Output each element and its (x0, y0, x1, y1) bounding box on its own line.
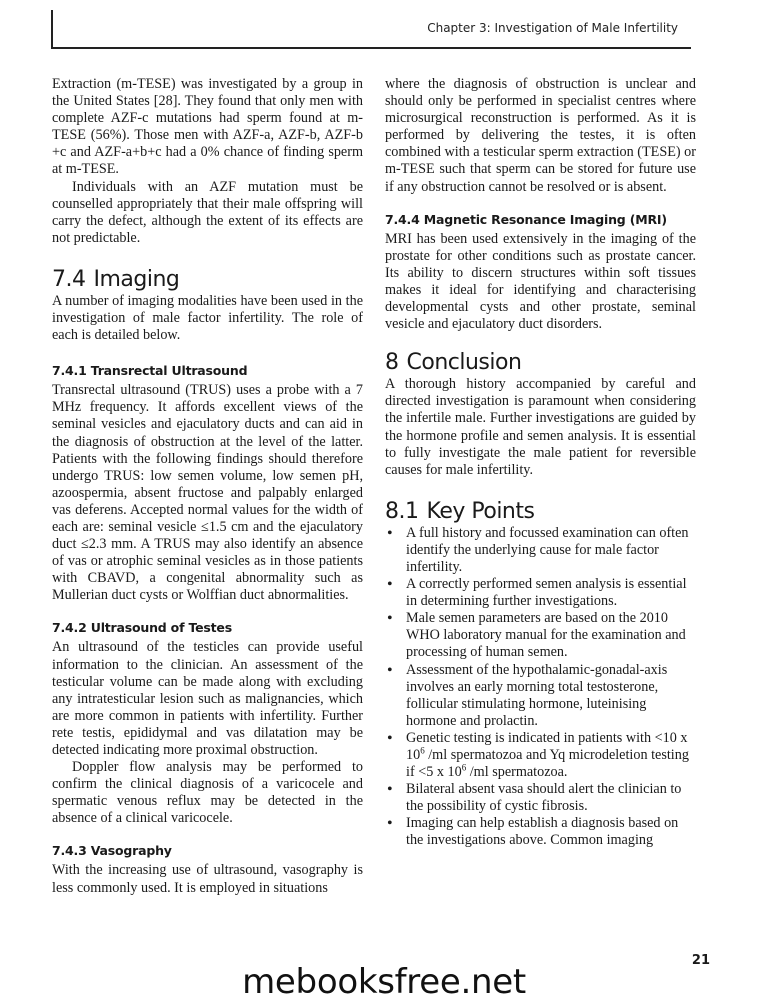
header-rule-vertical (51, 10, 53, 48)
paragraph-conclusion: A thorough history accompanied by careful and directed investigation is paramount when considering the infertile male. Further investigations are guided by the hormone profile and semen analysis. It is essential to fully investigate the male patient for reversible causes for male infertility. (385, 376, 696, 478)
header-rule-horizontal (51, 47, 691, 49)
paragraph-doppler: Doppler flow analysis may be performed to confirm the clinical diagnosis of a varicocele and spermatic venous reflux may be detected in the absence of a clinical varicocele. (52, 759, 363, 827)
list-item: • Imaging can help establish a diagnosis based on the investigations above. Common imaging (385, 815, 696, 849)
list-item (385, 730, 696, 781)
key-points-list (385, 525, 696, 850)
section-heading-conclusion (385, 350, 696, 376)
section-title: Imaging (93, 266, 180, 292)
superscript: 6 (461, 762, 467, 773)
genetic-text-c: /ml spermatozoa. (466, 764, 568, 781)
section-title: Key Points (426, 498, 535, 524)
watermark: mebooksfree.net (242, 962, 526, 1002)
section-number: 8 (385, 350, 399, 376)
section-title: Conclusion (406, 350, 522, 376)
paragraph-vasography: With the increasing use of ultrasound, vasography is less commonly used. It is employed in situations (52, 862, 363, 896)
list-item: • A full history and focussed examination can often identify the underlying cause for male factor infertility. (385, 525, 696, 576)
subheading-vasography: 7.4.3 Vasography (52, 843, 172, 859)
paragraph-mri: MRI has been used extensively in the imaging of the prostate for other conditions such as prostate cancer. Its ability to discern structures within soft tissues makes it ideal for identifying and characterising developmental cysts and other prostate, seminal vesicle and ejaculatory duct disorders. (385, 230, 696, 333)
paragraph-vasography-continued: where the diagnosis of obstruction is unclear and should only be performed in specialist centres where microsurgical reconstruction is performed. As it is performed by delivering the testes, it is often combined with a testicular sperm extraction (TESE) or m-TESE such that sperm can be stored for future use if any obstruction cannot be resolved or is absent. (385, 76, 696, 195)
paragraph-extraction: Extraction (m-TESE) was investigated by a group in the United States [28]. They found that only men with complete AZF-c mutations had sperm found at m-TESE (56%). Those men with AZF-a, AZF-b, AZF-b +c and AZF-a+b+c had a 0% chance of finding sperm at m-TESE. (52, 76, 363, 178)
paragraph-counselling: Individuals with an AZF mutation must be counselled appropriately that their male offspring will carry the defect, although the extent of its effects are not predictable. (52, 178, 363, 246)
running-head: Chapter 3: Investigation of Male Infertility (427, 21, 678, 35)
section-heading-imaging (52, 267, 363, 293)
list-item: • Male semen parameters are based on the 2010 WHO laboratory manual for the examination and processing of human semen. (385, 610, 696, 661)
genetic-text-b: /ml spermatozoa and Yq microdeletion testing if <5 x 10 (406, 747, 689, 781)
list-item: • Assessment of the hypothalamic-gonadal-axis involves an early morning total testosterone, follicular stimulating hormone, luteinising hormone and prolactin. (385, 662, 696, 730)
section-number: 7.4 (52, 266, 86, 292)
section-heading-key-points (385, 499, 696, 525)
list-item: • Bilateral absent vasa should alert the clinician to the possibility of cystic fibrosis. (385, 781, 696, 815)
subheading-mri: 7.4.4 Magnetic Resonance Imaging (MRI) (385, 211, 667, 227)
page-number: 21 (691, 953, 710, 968)
superscript: 6 (420, 745, 425, 756)
paragraph-trus: Transrectal ultrasound (TRUS) uses a probe with a 7 MHz frequency. It affords excellent views of the seminal vesicles and ejaculatory ducts and can aid in the diagnosis of obstruction at the level of the latter. Patients with the following findings should therefore undergo TRUS: low semen volume, low semen pH, azoospermia, absent fructose and palpably enlarged vas deferens. Accepted normal values for the width of each are: seminal vesicle ≤1.5 cm and the ejaculatory duct ≤2.3 mm. A TRUS may also identify an absence of vas or atrophic seminal vesicles as in those patients with CBAVD, a congenital abnormality such as Mullerian duct cysts or Wolffian duct abnormalities. (52, 382, 363, 604)
right-column (385, 76, 696, 850)
paragraph-imaging: A number of imaging modalities have been used in the investigation of male factor infertility. The role of each is detailed below. (52, 292, 363, 344)
paragraph-testes-ultrasound: An ultrasound of the testicles can provide useful information to the clinician. An assessment of the testicular volume can be made along with excluding any intratesticular lesion such as malignancies, which are more common in patients with infertility. Further rete testis, epididymal and vas dilatation may be detected indicating more proximal obstruction. (52, 639, 363, 758)
left-column (52, 76, 363, 897)
genetic-text-a: Genetic testing is indicated in patients with <10 x 10 (406, 729, 688, 763)
subheading-testes-ultrasound: 7.4.2 Ultrasound of Testes (52, 620, 232, 636)
list-item: • A correctly performed semen analysis is essential in determining further investigations. (385, 576, 696, 610)
section-number: 8.1 (385, 498, 419, 524)
subheading-trus: 7.4.1 Transrectal Ultrasound (52, 363, 248, 379)
